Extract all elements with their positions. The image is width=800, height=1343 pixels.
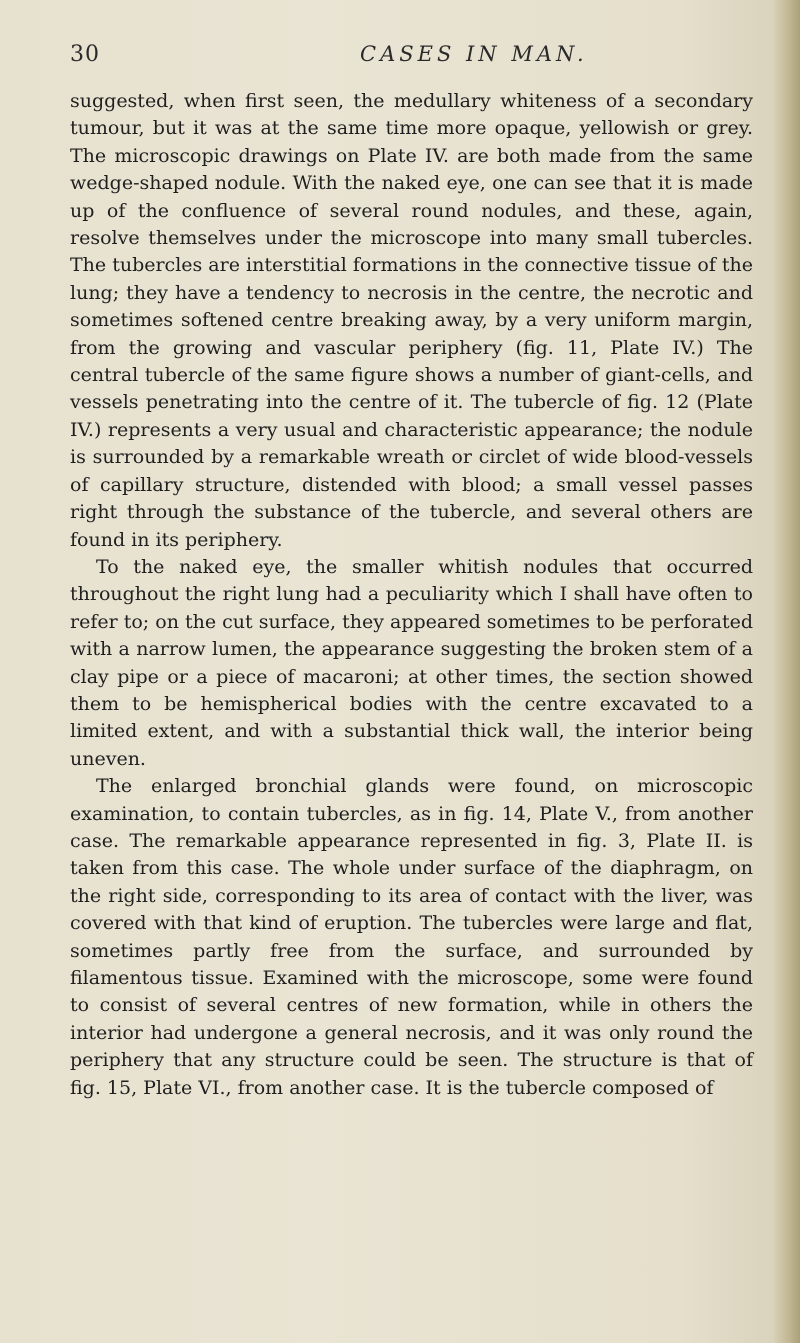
page-header <box>70 42 750 78</box>
paragraph-continued: suggested, when first seen, the medullary whiteness of a secondary tumour, but it was at the same time more opaque, yellowish or grey. The microscopic drawings on Plate IV. are both made from the same wedge-shaped nodule. With the naked eye, one can see that it is made up of the confluence of several round nodules, and these, again, resolve themselves under the microscope into many small tubercles. The tubercles are interstitial formations in the connective tissue of the lung; they have a tendency to necrosis in the centre, the necrotic and sometimes softened centre breaking away, by a very uniform margin, from the growing and vascular periphery (fig. 11, Plate IV.) The central tubercle of the same figure shows a number of giant-cells, and vessels penetrating into the centre of it. The tubercle of fig. 12 (Plate IV.) represents a very usual and characteristic appearance; the nodule is surrounded by a remarkable wreath or circlet of wide blood-vessels of capillary structure, distended with blood; a small vessel passes right through the substance of the tubercle, and several others are found in its periphery. <box>70 90 754 551</box>
page-binding-edge <box>774 0 800 1343</box>
page-number: 30 <box>70 42 100 67</box>
paragraph: The enlarged bronchial glands were found, on microscopic examination, to contain tubercles, as in fig. 14, Plate V., from another case. The remarkable appearance represented in fig. 3, Plate II. is taken from this case. The whole under surface of the diaphragm, on the right side, corresponding to its area of contact with the liver, was covered with that kind of eruption. The tubercles were large and flat, sometimes partly free from the surface, and surrounded by filamentous tissue. Examined with the microscope, some were found to consist of several centres of new formation, while in others the interior had undergone a general necrosis, and it was only round the periphery that any structure could be seen. The structure is that of fig. 15, Plate VI., from another case. It is the tubercle composed of <box>70 775 753 1099</box>
running-head: CASES IN MAN. <box>360 42 588 66</box>
body-text <box>70 88 753 1102</box>
paragraph: To the naked eye, the smaller whitish nodules that occurred throughout the right lung had a peculiarity which I shall have often to refer to; on the cut surface, they appeared sometimes to be perforated with a narrow lumen, the appearance suggesting the broken stem of a clay pipe or a piece of macaroni; at other times, the section showed them to be hemispherical bodies with the centre excavated to a limited extent, and with a substantial thick wall, the interior being uneven. <box>70 555 753 770</box>
